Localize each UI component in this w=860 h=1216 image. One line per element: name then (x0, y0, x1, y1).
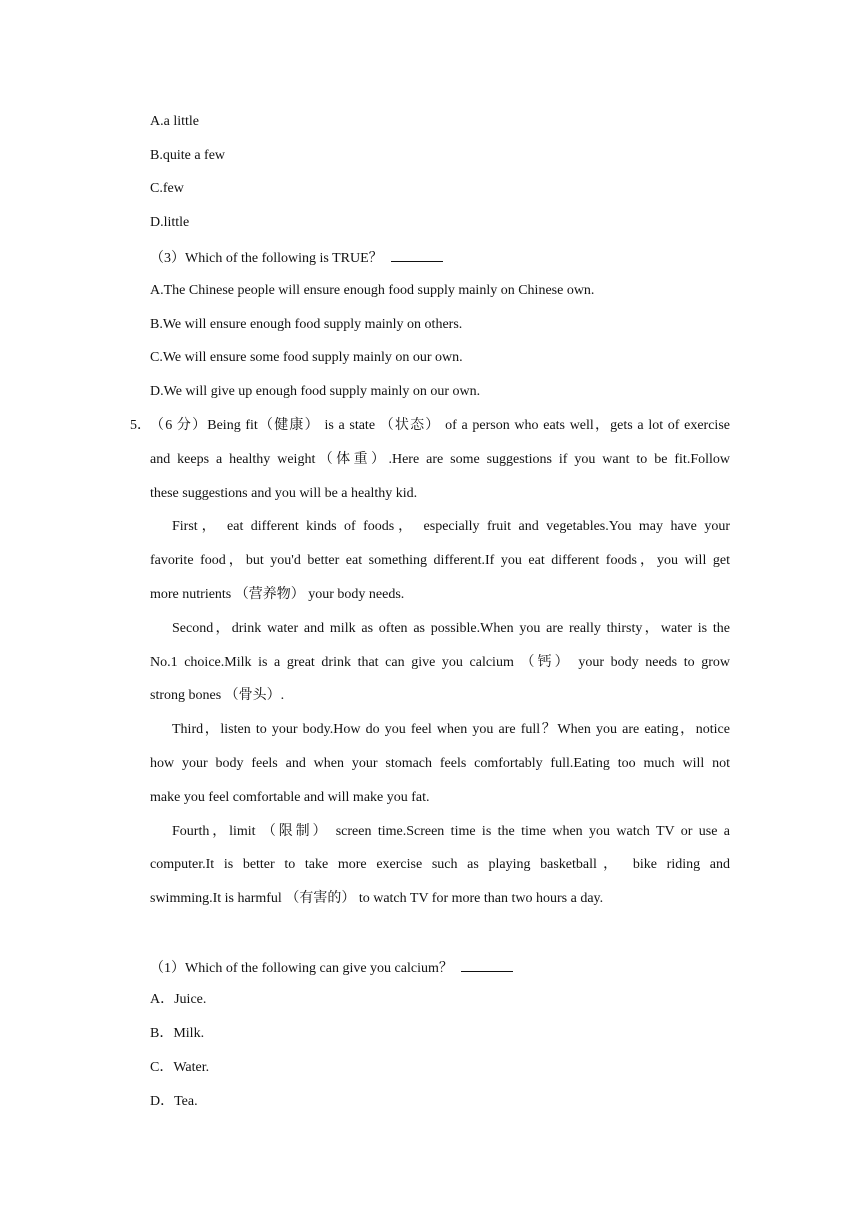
option-c: C.few (150, 181, 184, 196)
question-stem (150, 247, 443, 269)
option-b: B.quite a few (150, 148, 226, 163)
question-stem-text: （3）Which of the following is TRUE？ (150, 251, 383, 266)
passage-line: favorite food，but you'd better eat something different.If you eat different foods，you will get (150, 553, 730, 568)
passage-line: these suggestions and you will be a healthy kid. (150, 486, 418, 501)
option-a: A.a little (150, 114, 199, 129)
passage-line: （6 分）Being fit（健康） is a state （状态） of a person who eats well，gets a lot of exercise (150, 418, 730, 433)
passage-line: more nutrients （营养物） your body needs. (150, 587, 405, 602)
passage-line: Third，listen to your body.How do you feel when you are full？When you are eating，notice (172, 722, 730, 737)
option-d: D．Tea. (150, 1094, 198, 1109)
question-stem (150, 957, 513, 979)
option-b: B．Milk. (150, 1026, 205, 1041)
question-number: 5． (130, 418, 151, 433)
passage-line: swimming.It is harmful （有害的） to watch TV for more than two hours a day. (150, 891, 604, 906)
option-d: D.We will give up enough food supply mainly on our own. (150, 384, 481, 399)
option-a: A.The Chinese people will ensure enough food supply mainly on Chinese own. (150, 283, 595, 298)
passage-line: computer.It is better to take more exercise such as playing basketball， bike riding and (150, 857, 730, 872)
passage-line: and keeps a healthy weight（体重）.Here are some suggestions if you want to be fit.Follow (150, 452, 730, 467)
answer-blank (461, 957, 513, 972)
passage-line: how your body feels and when your stomach feels comfortably full.Eating too much will not (150, 756, 730, 771)
option-c: C．Water. (150, 1060, 210, 1075)
passage-line: No.1 choice.Milk is a great drink that can give you calcium （钙） your body needs to grow (150, 655, 730, 670)
option-b: B.We will ensure enough food supply mainly on others. (150, 317, 463, 332)
passage-line: Fourth，limit （限制） screen time.Screen time is the time when you watch TV or use a (172, 824, 730, 839)
option-c: C.We will ensure some food supply mainly on our own. (150, 350, 463, 365)
passage-line: make you feel comfortable and will make you fat. (150, 790, 430, 805)
option-a: A．Juice. (150, 992, 207, 1007)
option-d: D.little (150, 215, 190, 230)
passage-line: strong bones （骨头）. (150, 688, 285, 703)
answer-blank (391, 247, 443, 262)
question-stem-text: （1）Which of the following can give you calcium？ (150, 961, 453, 976)
passage-line: First， eat different kinds of foods， especially fruit and vegetables.You may have your (172, 519, 730, 534)
passage-line: Second，drink water and milk as often as possible.When you are really thirsty，water is the (172, 621, 730, 636)
